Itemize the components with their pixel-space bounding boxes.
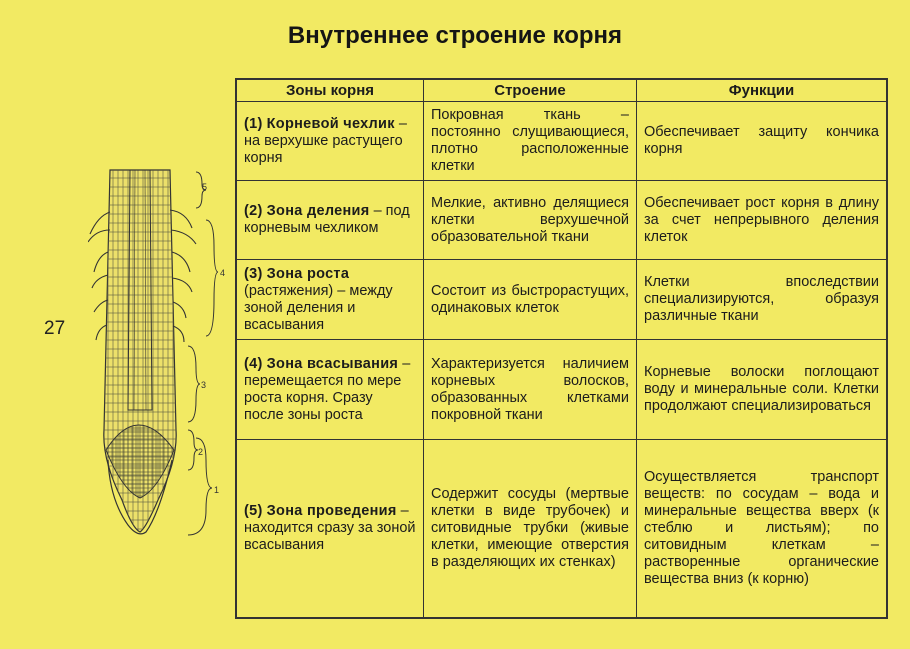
structure-cell: Покровная ткань – постоянно слущивающиеся, плотно расположенные клетки — [424, 102, 637, 181]
table-row — [236, 102, 887, 181]
zone-cell — [236, 181, 424, 260]
root-zones-table — [235, 78, 888, 619]
zone-label-2: 2 — [198, 447, 204, 457]
zone-description: – находится сразу за зоной всасывания — [244, 502, 416, 553]
zone-name: Зона деления — [266, 203, 370, 219]
header-functions: Функции — [637, 79, 888, 102]
zone-cell — [236, 340, 424, 440]
structure-cell: Содержит сосуды (мертвые клетки в виде трубочек) и ситовидные трубки (живые клетки, имеющие отверстия в разделяющих их стенках) — [424, 440, 637, 618]
table-row — [236, 181, 887, 260]
structure-cell: Характеризуется наличием корневых волосков, образованных клетками покровной ткани — [424, 340, 637, 440]
root-drawing — [88, 160, 238, 555]
function-cell: Осуществляется транспорт веществ: по сосудам – вода и минеральные вещества вверх (к стеблю и листьям); по ситовидным клеткам – растворенные органические вещества вниз (к корню) — [637, 440, 888, 618]
zone-name: Зона роста — [266, 265, 350, 282]
zone-label-5: 5 — [202, 182, 208, 192]
header-structure: Строение — [424, 79, 637, 102]
zone-cell — [236, 440, 424, 618]
table-row — [236, 440, 887, 618]
structure-cell: Состоит из быстрорастущих, одинаковых клеток — [424, 260, 637, 340]
zone-cell — [236, 260, 424, 340]
zone-description: – перемещается по мере роста корня. Сразу после зоны роста — [244, 355, 411, 423]
zone-name: Корневой чехлик — [266, 115, 395, 132]
zone-name: Зона всасывания — [266, 355, 399, 372]
function-cell: Корневые волоски поглощают воду и минеральные соли. Клетки продолжают специализироваться — [637, 340, 888, 440]
table-row — [236, 260, 887, 340]
function-cell: Клетки впоследствии специализируются, образуя различные ткани — [637, 260, 888, 340]
function-cell: Обеспечивает защиту кончика корня — [637, 102, 888, 181]
zone-number: (4) — [244, 355, 263, 372]
zone-description: – под корневым чехликом — [244, 203, 410, 236]
zone-number: (2) — [244, 203, 263, 219]
zone-number: (3) — [244, 265, 263, 282]
zone-name: Зона проведения — [266, 502, 397, 519]
zone-cell — [236, 102, 424, 181]
header-zones: Зоны корня — [236, 79, 424, 102]
zone-number: (1) — [244, 115, 263, 132]
zone-description: (растяжения) – между зоной деления и всасывания — [244, 282, 393, 333]
page-number: 27 — [44, 318, 66, 339]
zone-number: (5) — [244, 502, 263, 519]
structure-cell: Мелкие, активно делящиеся клетки верхушечной образовательной ткани — [424, 181, 637, 260]
root-structure-diagram — [88, 160, 238, 555]
function-cell: Обеспечивает рост корня в длину за счет непрерывного деления клеток — [637, 181, 888, 260]
zone-description: – на верхушке растущего корня — [244, 115, 407, 166]
zone-label-1: 1 — [214, 485, 220, 495]
page-title: Внутреннее строение корня — [287, 22, 623, 49]
zone-label-3: 3 — [201, 380, 207, 390]
zone-label-4: 4 — [220, 268, 226, 278]
table-row — [236, 340, 887, 440]
table-header-row — [236, 79, 887, 102]
